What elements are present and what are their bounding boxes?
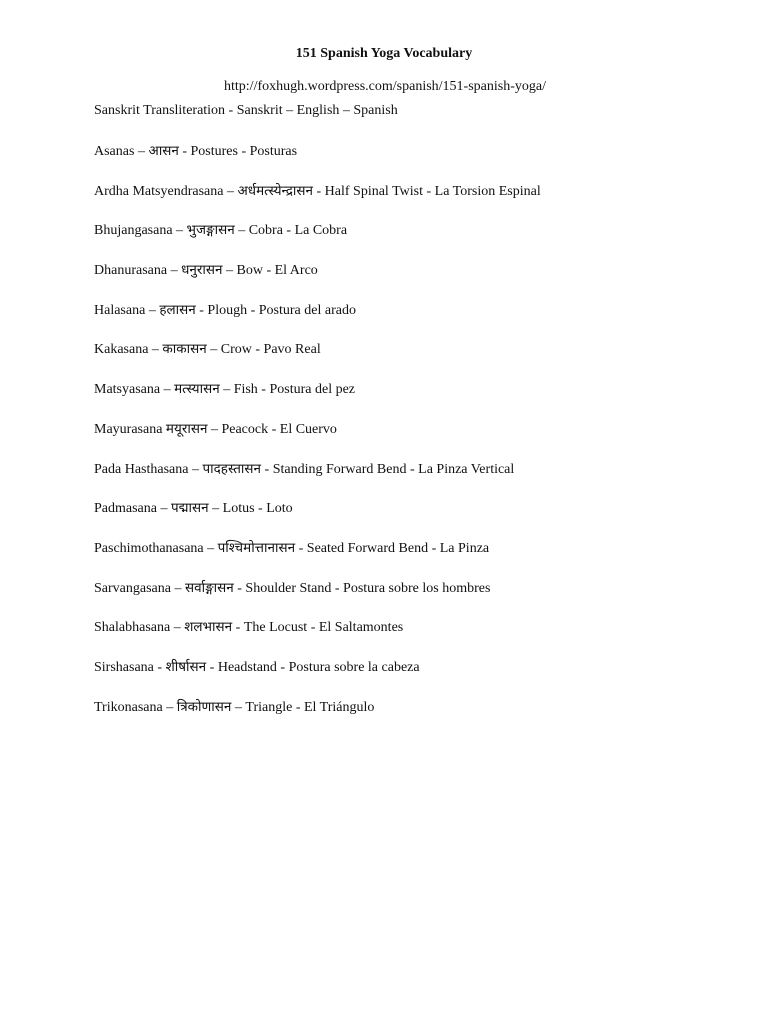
sanskrit-devanagari: सर्वाङ्गासन <box>184 579 234 596</box>
vocabulary-entry <box>94 618 541 658</box>
transliteration: Ardha Matsyendrasana <box>94 183 224 199</box>
sanskrit-devanagari: शीर्षासन <box>165 658 207 675</box>
vocabulary-entry <box>94 261 541 301</box>
english-spanish-translation: - Seated Forward Bend - La Pinza <box>295 540 490 556</box>
vocabulary-list <box>94 142 541 737</box>
transliteration: Sirshasana <box>94 659 154 675</box>
english-spanish-translation: – Cobra - La Cobra <box>234 223 348 239</box>
vocabulary-entry <box>94 340 541 380</box>
vocabulary-entry <box>94 499 541 539</box>
sanskrit-devanagari: पद्मासन <box>170 500 209 517</box>
vocabulary-entry <box>94 460 541 500</box>
english-spanish-translation: – Triangle - El Triángulo <box>231 699 375 715</box>
vocabulary-entry <box>94 658 541 698</box>
transliteration: Mayurasana <box>94 421 163 437</box>
transliteration: Paschimothanasana <box>94 540 204 556</box>
english-spanish-translation: - Standing Forward Bend - La Pinza Vertical <box>261 461 515 477</box>
english-spanish-translation: – Bow - El Arco <box>222 263 318 279</box>
sanskrit-devanagari: अर्धमत्स्येन्द्रासन <box>237 182 313 199</box>
vocabulary-entry <box>94 420 541 460</box>
sanskrit-devanagari: काकासन <box>162 341 207 358</box>
column-header-line: Sanskrit Transliteration - Sanskrit – English – Spanish <box>94 103 398 118</box>
vocabulary-entry <box>94 142 541 182</box>
transliteration: Padmasana <box>94 501 157 517</box>
sanskrit-devanagari: आसन <box>148 143 179 159</box>
separator: – <box>160 382 175 398</box>
english-spanish-translation: – Crow - Pavo Real <box>206 342 321 358</box>
transliteration: Bhujangasana <box>94 223 173 239</box>
separator: – <box>170 620 185 636</box>
separator: – <box>162 699 177 715</box>
vocabulary-entry <box>94 698 541 738</box>
english-spanish-translation: - The Locust - El Saltamontes <box>232 620 404 636</box>
separator: – <box>223 183 238 199</box>
sanskrit-devanagari: मयूरासन <box>165 420 208 437</box>
english-spanish-translation: - Headstand - Postura sobre la cabeza <box>206 659 420 675</box>
separator: – <box>156 501 171 517</box>
separator: – <box>203 540 218 556</box>
transliteration: Halasana <box>94 302 146 318</box>
transliteration: Matsyasana <box>94 382 161 398</box>
vocabulary-entry <box>94 301 541 341</box>
sanskrit-devanagari: शलभासन <box>184 619 233 636</box>
separator: - <box>153 659 166 675</box>
transliteration: Asanas <box>94 144 135 159</box>
sanskrit-devanagari: पादहस्तासन <box>202 460 262 477</box>
transliteration: Shalabhasana <box>94 620 171 636</box>
source-url[interactable]: http://foxhugh.wordpress.com/spanish/151-spanish-yoga/ <box>224 79 546 94</box>
transliteration: Pada Hasthasana <box>94 461 189 477</box>
sanskrit-devanagari: भुजङ्गासन <box>186 222 235 239</box>
sanskrit-devanagari: मत्स्यासन <box>174 381 220 398</box>
vocabulary-entry <box>94 579 541 619</box>
transliteration: Dhanurasana <box>94 263 168 279</box>
separator: – <box>172 223 187 239</box>
english-spanish-translation: - Plough - Postura del arado <box>195 302 356 318</box>
english-spanish-translation: – Fish - Postura del pez <box>219 382 356 398</box>
separator: – <box>148 342 163 358</box>
transliteration: Kakasana <box>94 342 149 358</box>
english-spanish-translation: - Postures - Posturas <box>178 144 298 159</box>
transliteration: Trikonasana <box>94 699 163 715</box>
separator: – <box>188 461 203 477</box>
vocabulary-entry <box>94 380 541 420</box>
sanskrit-devanagari: हलासन <box>159 301 196 318</box>
separator: – <box>134 144 149 159</box>
separator: – <box>167 263 182 279</box>
english-spanish-translation: – Lotus - Loto <box>208 501 293 517</box>
english-spanish-translation: – Peacock - El Cuervo <box>207 421 337 437</box>
vocabulary-entry <box>94 539 541 579</box>
sanskrit-devanagari: पश्चिमोत्तानासन <box>217 539 296 556</box>
sanskrit-devanagari: धनुरासन <box>181 262 223 279</box>
separator: – <box>170 580 185 596</box>
document-title: 151 Spanish Yoga Vocabulary <box>295 46 473 61</box>
separator: – <box>145 302 160 318</box>
sanskrit-devanagari: त्रिकोणासन <box>176 698 232 715</box>
english-spanish-translation: - Half Spinal Twist - La Torsion Espinal <box>313 183 541 199</box>
english-spanish-translation: - Shoulder Stand - Postura sobre los hombres <box>233 580 491 596</box>
transliteration: Sarvangasana <box>94 580 171 596</box>
vocabulary-entry <box>94 182 541 222</box>
vocabulary-entry <box>94 221 541 261</box>
